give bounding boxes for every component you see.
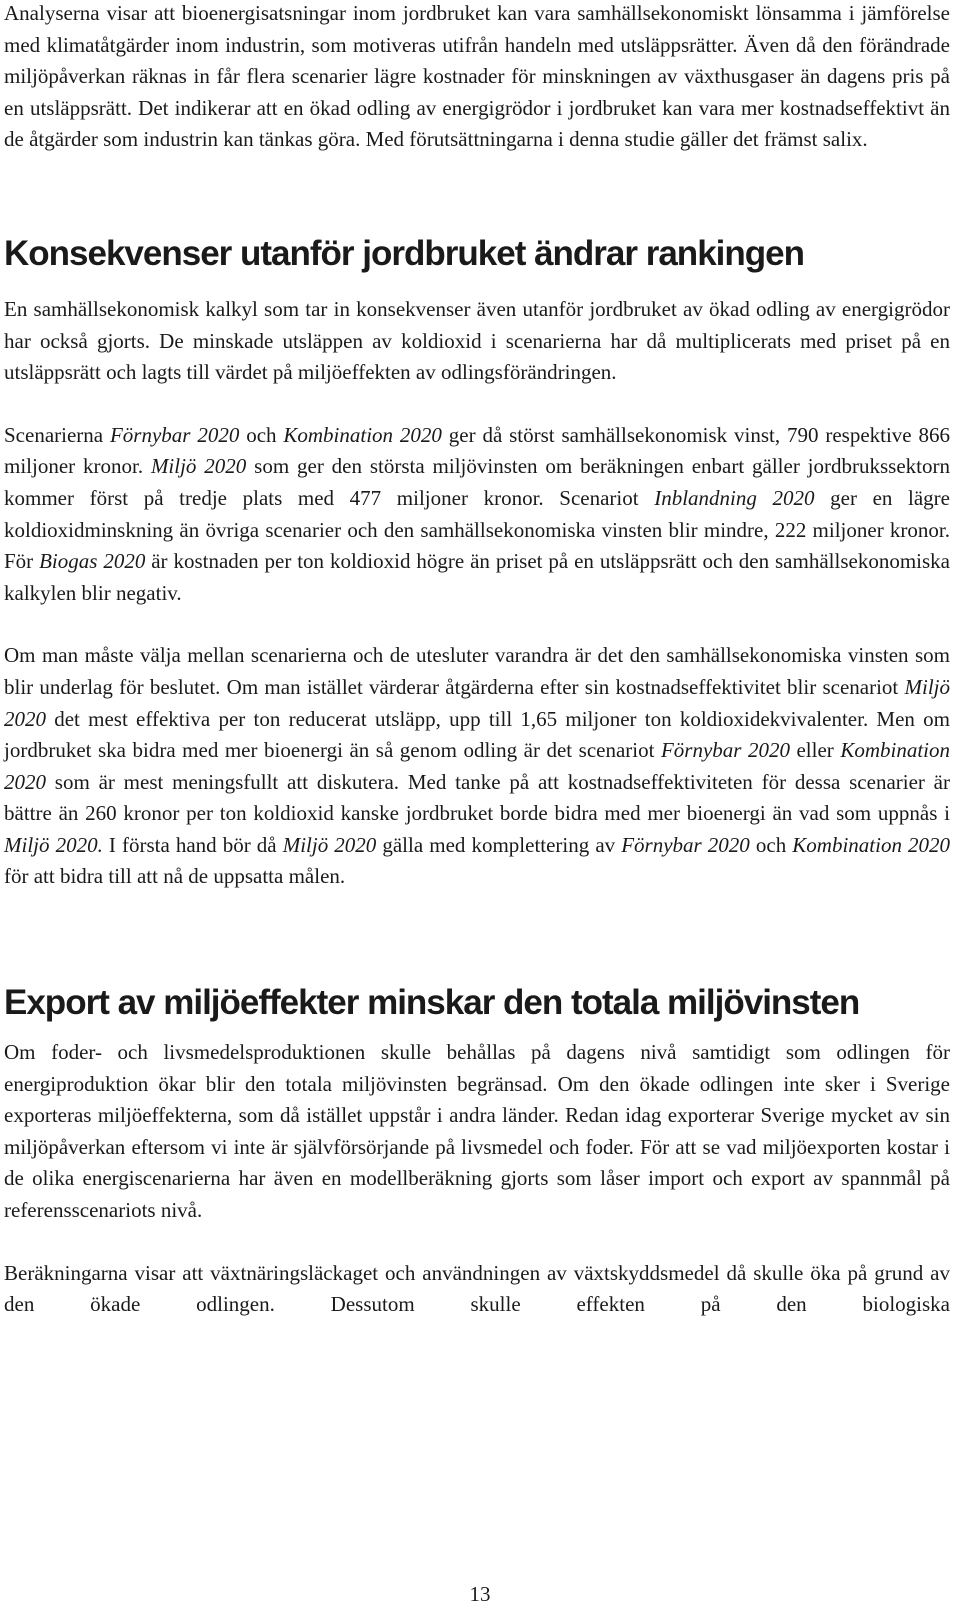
scenario-name: Biogas 2020 — [39, 549, 146, 574]
text-run: är kostnaden per ton koldioxid högre än priset på en utsläppsrätt och den samhällsekonomiska kalkylen blir negativ. — [4, 549, 950, 605]
text-run: det mest effektiva per ton reducerat utsläpp, upp till 1,65 miljoner ton koldioxidekvivalenter. Men om jordbruket ska bidra med mer bioenergi än så genom odling är det scenariot — [4, 706, 950, 763]
section1-paragraph-3 — [4, 640, 950, 893]
section1-paragraph-1: En samhällsekonomisk kalkyl som tar in konsekvenser även utanför jordbruket av ökad odling av energigrödor har också gjorts. De minskade utsläppen av koldioxid i scenarierna har då multiplicerats med priset på en utsläppsrätt och lagts till värdet på miljöeffekten av odlingsförändringen. — [4, 296, 950, 385]
spacer — [4, 1227, 950, 1258]
text-run: och — [239, 422, 284, 447]
scenario-name: Kombination 2020 — [4, 738, 950, 794]
scenario-name: Miljö 2020. — [4, 832, 103, 857]
scenario-name: Miljö 2020 — [4, 674, 950, 731]
text-run: som är mest meningsfullt att diskutera. Med tanke på att kostnadseffektiviteten för dessa scenarier är bättre än 260 kronor per ton koldioxid kanske jordbruket borde bidra med mer bioenergi än vad som uppnås i — [4, 769, 950, 826]
section-heading-export: Export av miljöeffekter minskar den totala miljövinsten — [4, 983, 860, 1023]
section2-paragraph-1: Om foder- och livsmedelsproduktionen skulle behållas på dagens nivå samtidigt som odlingen för energiproduktion ökar blir den totala miljövinsten begränsad. Om den ökade odlingen inte sker i Sverige exporteras miljöeffekterna, som då istället uppstår i andra länder. Redan idag exporterar Sverige mycket av sin miljöpåverkan eftersom vi inte är självförsörjande på livsmedel och foder. För att se vad miljöexporten kostar i de olika energiscenarierna har även en modellberäkning gjorts som låser import och export av spannmål på referensscenariots nivå. — [4, 1040, 950, 1223]
spacer — [4, 1023, 950, 1037]
text-run: gälla med komplettering av — [376, 832, 622, 857]
section2-paragraph-2: Beräkningarna visar att växtnäringsläckaget och användningen av växtskyddsmedel då skulle öka på grund av den ökade odlingen. Dessutom skulle effekten på den biologiska — [4, 1260, 950, 1317]
scenario-name: Kombination 2020 — [283, 422, 442, 447]
spacer — [4, 609, 950, 640]
spacer — [4, 156, 950, 234]
text-run: Scenarierna — [4, 422, 110, 447]
spacer — [4, 893, 950, 983]
scenario-name: Förnybar 2020 — [109, 422, 240, 447]
text-run: eller — [789, 738, 841, 763]
section-heading-konsekvenser: Konsekvenser utanför jordbruket ändrar rankingen — [4, 233, 804, 273]
page-number: 13 — [469, 1582, 491, 1606]
intro-paragraph: Analyserna visar att bioenergisatsningar inom jordbruket kan vara samhällsekonomiskt lönsamma i jämförelse med klimatåtgärder inom industrin, som motiveras utifrån handeln med utsläppsrätter. Även då den förändrade miljöpåverkan räknas in får flera scenarier lägre kostnader för minskningen av växthusgaser än dagens pris på en utsläppsrätt. Det indikerar att en ökad odling av energigrödor i jordbruket kan vara mer kostnadseffektivt än de åtgärder som industrin kan tänkas göra. Med förutsättningarna i denna studie gäller det främst salix. — [4, 1, 950, 152]
scenario-name: Miljö 2020 — [150, 454, 247, 479]
spacer — [4, 274, 950, 294]
text-run: ger då störst samhällsekonomisk vinst, 790 respektive 866 miljoner kronor. — [4, 422, 950, 479]
scenario-name: Förnybar 2020 — [660, 738, 790, 763]
section1-paragraph-2 — [4, 420, 950, 610]
text-run: för att bidra till att nå de uppsatta målen. — [4, 864, 346, 889]
text-run: I första hand bör då — [102, 832, 283, 857]
spacer — [4, 389, 950, 420]
text-run: ger en lägre koldioxidminskning än övriga scenarier och den samhällsekonomiska vinsten blir mindre, 222 miljoner kronor. För — [4, 485, 950, 574]
scenario-name: Kombination 2020 — [792, 832, 951, 857]
scenario-name: Miljö 2020 — [282, 832, 377, 857]
text-run: och — [749, 832, 793, 857]
text-run: som ger den största miljövinsten om beräkningen enbart gäller jordbrukssektorn kommer först på tredje plats med 477 miljoner kronor. Scenariot — [4, 454, 950, 510]
text-run: Om man måste välja mellan scenarierna och de utesluter varandra är det den samhällsekonomiska vinsten som blir underlag för beslutet. Om man istället värderar åtgärderna efter sin kostnadseffektivitet blir scenariot — [4, 643, 950, 699]
scenario-name: Inblandning 2020 — [654, 485, 815, 510]
scenario-name: Förnybar 2020 — [621, 832, 750, 857]
